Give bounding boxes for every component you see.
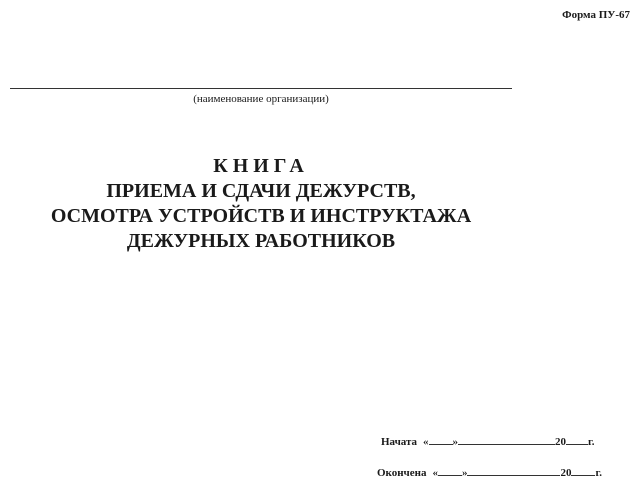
organization-caption: (наименование организации) bbox=[193, 93, 329, 105]
started-date-row bbox=[377, 434, 602, 448]
month-blank bbox=[467, 465, 560, 476]
open-quote: « bbox=[432, 467, 438, 479]
dates-block bbox=[377, 434, 602, 496]
book-title bbox=[10, 154, 512, 254]
year-suffix: г. bbox=[588, 436, 595, 448]
title-line-workers: ДЕЖУРНЫХ РАБОТНИКОВ bbox=[126, 230, 396, 252]
organization-name-line bbox=[10, 88, 512, 89]
month-blank bbox=[458, 434, 555, 445]
title-line-book: КНИГА bbox=[213, 155, 309, 177]
year-blank bbox=[571, 465, 595, 476]
ended-date-row bbox=[377, 465, 602, 479]
day-blank bbox=[429, 434, 453, 445]
day-blank bbox=[438, 465, 462, 476]
year-blank bbox=[566, 434, 588, 445]
title-line-duties: ПРИЕМА И СДАЧИ ДЕЖУРСТВ, bbox=[106, 180, 416, 202]
century-label: 20 bbox=[555, 436, 567, 448]
century-label: 20 bbox=[560, 467, 572, 479]
form-number: Форма ПУ-67 bbox=[562, 9, 630, 21]
title-line-inspection: ОСМОТРА УСТРОЙСТВ И ИНСТРУКТАЖА bbox=[50, 205, 472, 227]
open-quote: « bbox=[423, 436, 429, 448]
ended-label: Окончена bbox=[376, 467, 427, 479]
year-suffix: г. bbox=[595, 467, 602, 479]
close-quote: » bbox=[452, 436, 459, 448]
close-quote: » bbox=[461, 467, 468, 479]
started-label: Начата bbox=[380, 436, 418, 448]
